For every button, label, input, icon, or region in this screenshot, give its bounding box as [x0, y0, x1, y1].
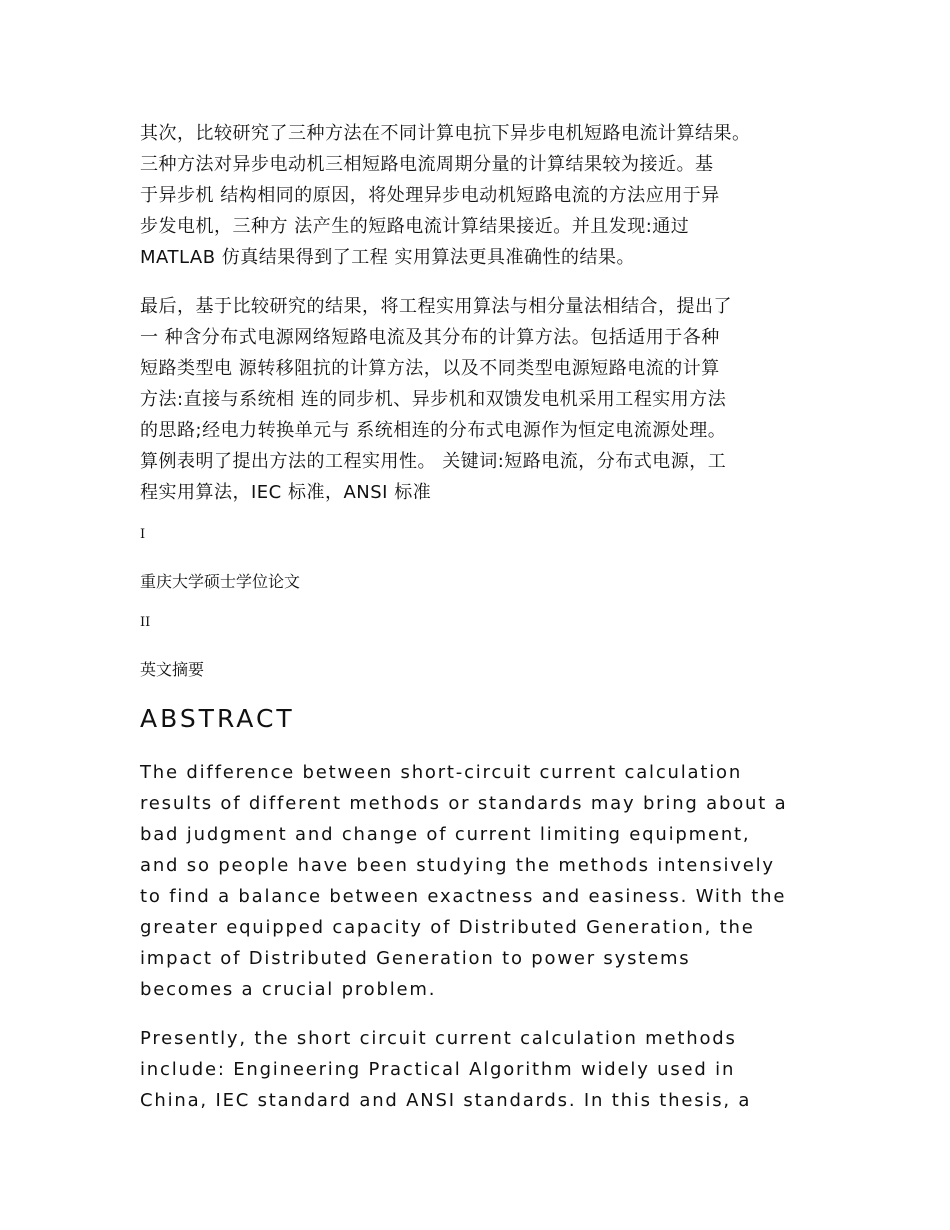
en-para1-line: becomes a crucial problem.: [140, 979, 437, 1000]
zh-para1-line: 步发电机，三种方 法产生的短路电流计算结果接近。并且发现:通过: [140, 216, 690, 237]
page-number-roman-1: I: [140, 527, 146, 542]
zh-para2-line: 算例表明了提出方法的工程实用性。 关键词:短路电流，分布式电源，工: [140, 451, 727, 472]
en-para1-line: bad judgment and change of current limiting equipment,: [140, 824, 751, 845]
en-para2-line: China, IEC standard and ANSI standards. In this thesis, a: [140, 1090, 752, 1111]
zh-para2-line: 方法:直接与系统相 连的同步机、异步机和双馈发电机采用工程实用方法: [140, 389, 727, 410]
zh-para2-line: 的思路;经电力转换单元与 系统相连的分布式电源作为恒定电流源处理。: [140, 420, 727, 441]
en-para2-line: Presently, the short circuit current calculation methods: [140, 1028, 737, 1049]
en-para1-line: results of different methods or standards may bring about a: [140, 793, 788, 814]
en-para1-line: to find a balance between exactness and easiness. With the: [140, 886, 787, 907]
zh-para1-line: MATLAB 仿真结果得到了工程 实用算法更具准确性的结果。: [140, 247, 635, 268]
zh-para2-line: 最后，基于比较研究的结果，将工程实用算法与相分量法相结合，提出了: [140, 296, 732, 317]
abstract-title: ABSTRACT: [140, 704, 295, 733]
en-para1-line: greater equipped capacity of Distributed Generation, the: [140, 917, 755, 938]
zh-para1-line: 于异步机 结构相同的原因，将处理异步电动机短路电流的方法应用于异: [140, 185, 720, 206]
zh-para2-line: 程实用算法，IEC 标准，ANSI 标准: [140, 482, 432, 503]
zh-para2-line: 一 种含分布式电源网络短路电流及其分布的计算方法。包括适用于各种: [140, 327, 720, 348]
page-number-roman-2: II: [140, 615, 151, 630]
en-para1-line: and so people have been studying the methods intensively: [140, 855, 775, 876]
en-para2-line: include: Engineering Practical Algorithm widely used in: [140, 1059, 736, 1080]
zh-para2-line: 短路类型电 源转移阻抗的计算方法，以及不同类型电源短路电流的计算: [140, 358, 720, 379]
en-para1-line: impact of Distributed Generation to power systems: [140, 948, 691, 969]
zh-para1-line: 三种方法对异步电动机三相短路电流周期分量的计算结果较为接近。基: [140, 154, 714, 175]
en-para1-line: The difference between short-circuit current calculation: [140, 762, 743, 783]
zh-para1-line: 其次，比较研究了三种方法在不同计算电抗下异步电机短路电流计算结果。: [140, 123, 751, 144]
section-label: 英文摘要: [140, 660, 205, 679]
thesis-header: 重庆大学硕士学位论文: [140, 572, 301, 591]
